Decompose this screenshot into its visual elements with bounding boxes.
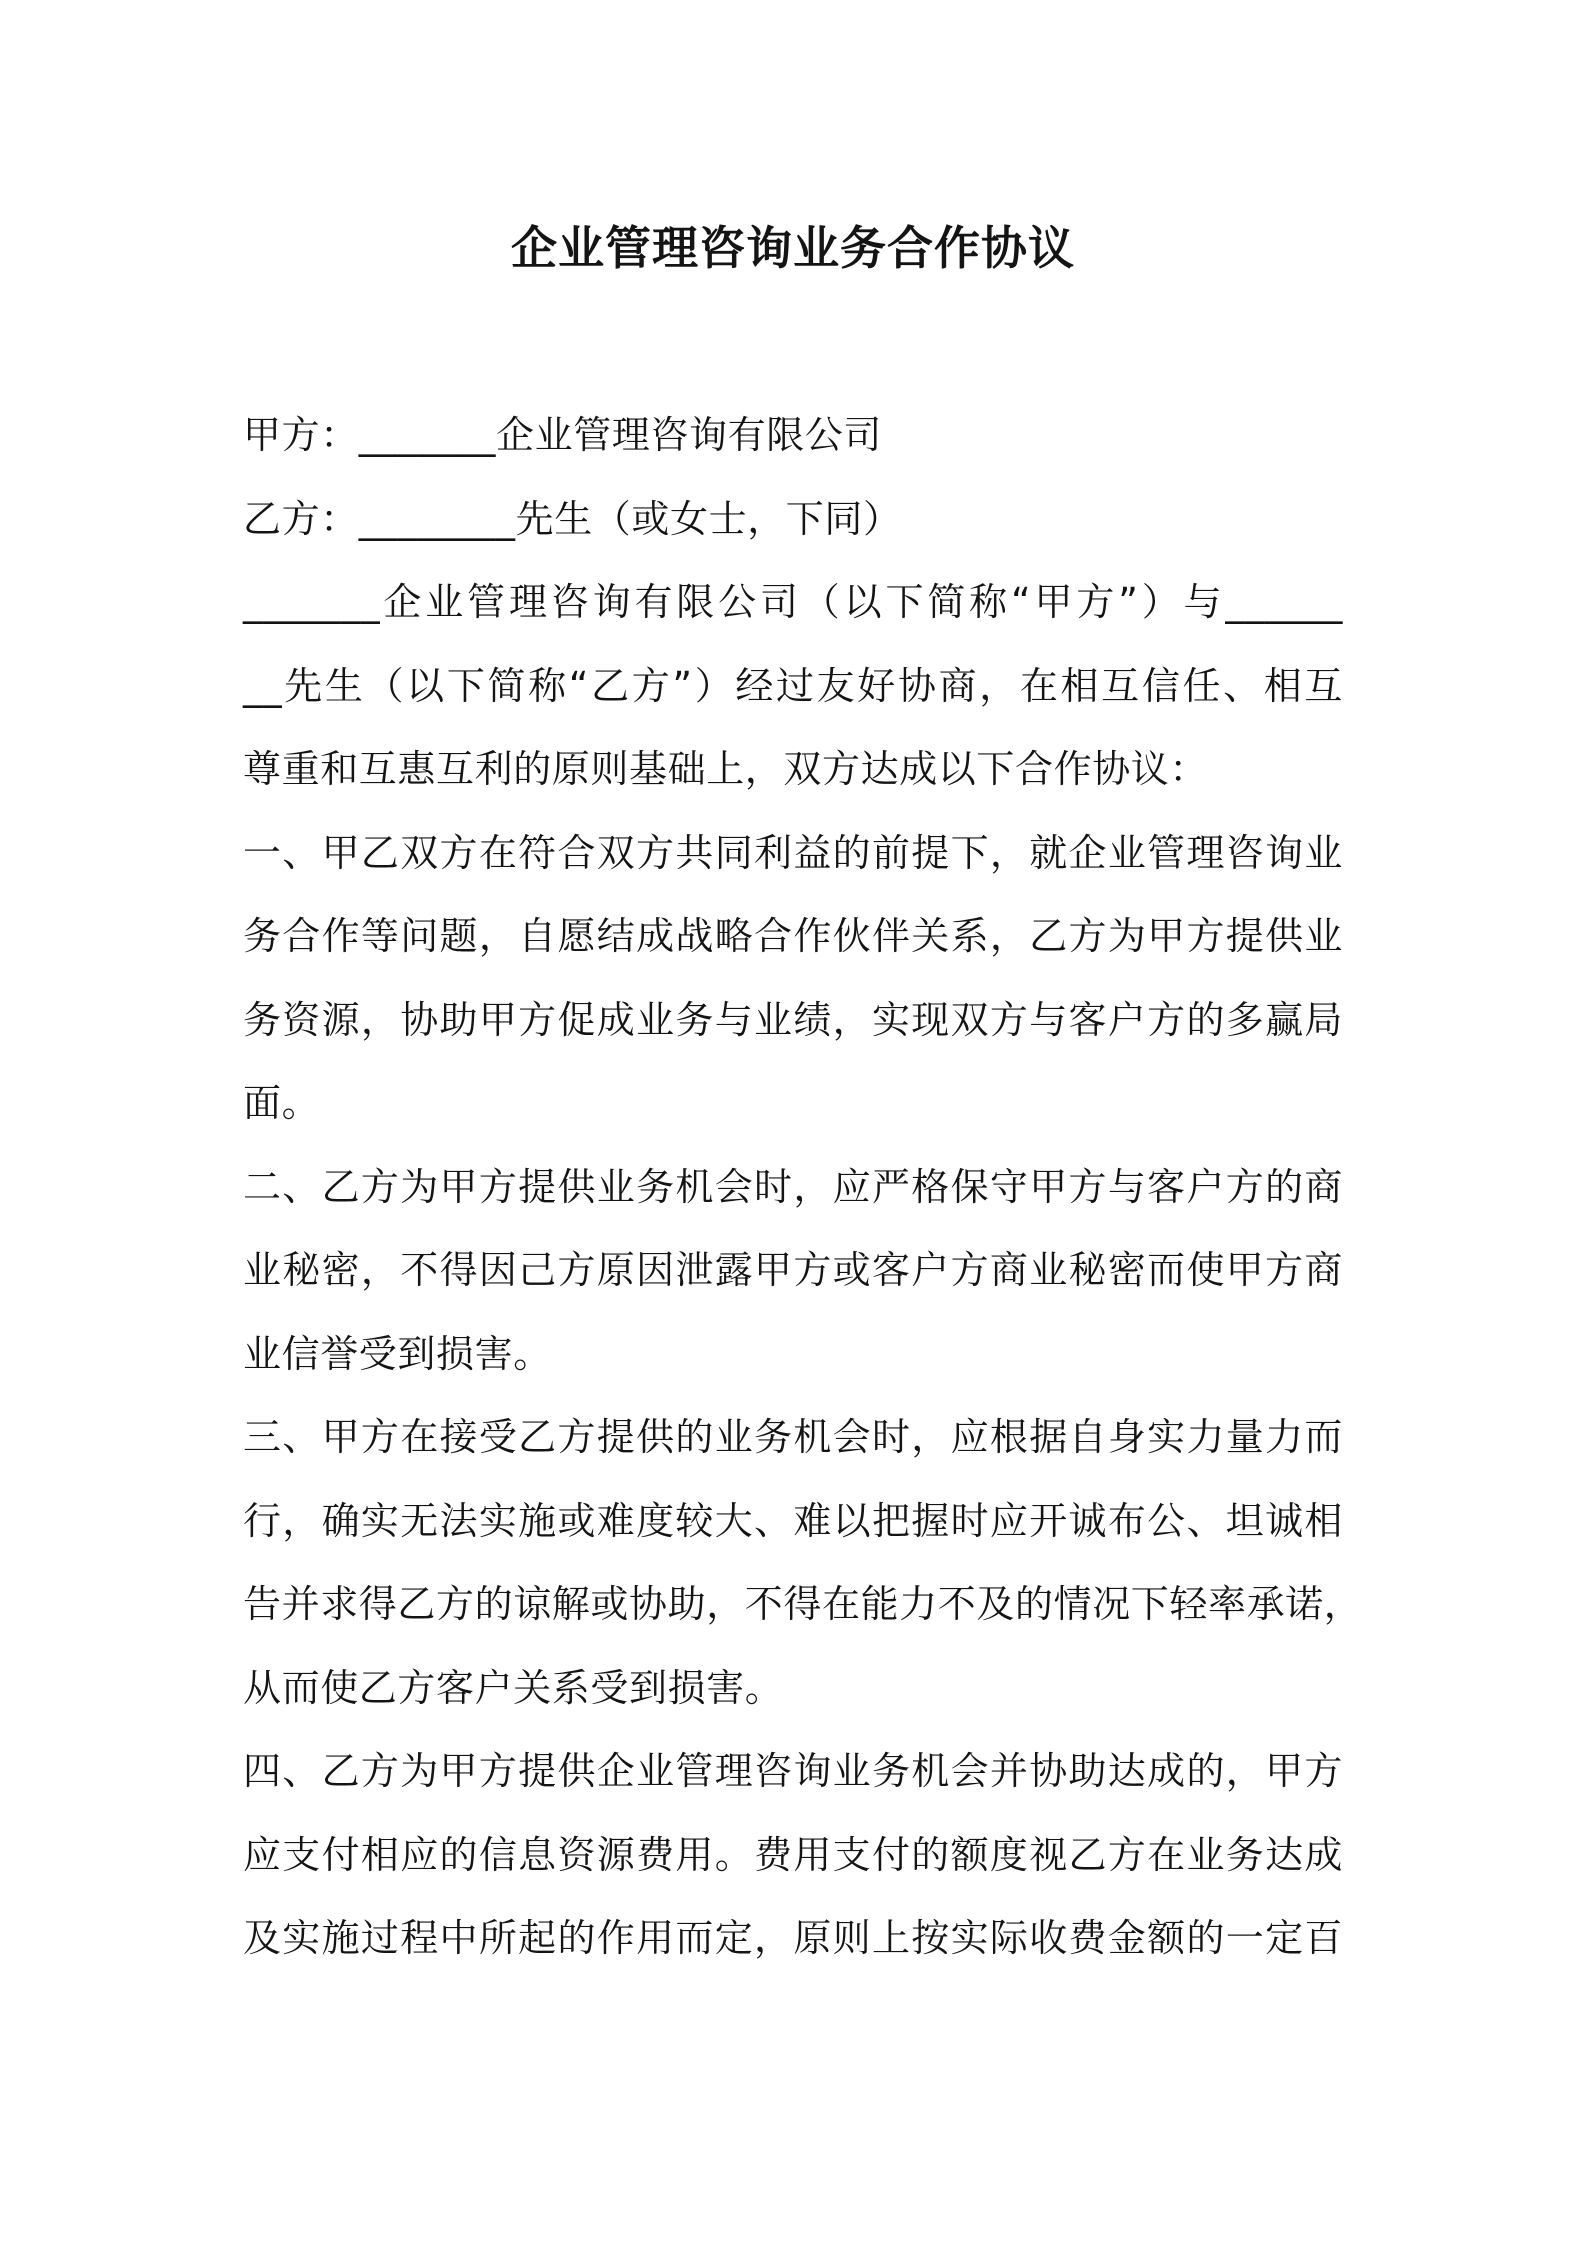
- clause-3-line-1: 三、甲方在接受乙方提供的业务机会时，应根据自身实力量力而: [243, 1415, 1343, 1459]
- document-body: [243, 394, 1363, 1981]
- clause-3-line-2: 行，确实无法实施或难度较大、难以把握时应开诚布公、坦诚相: [243, 1498, 1343, 1543]
- intro-line-2: __先生（以下简称“乙方”）经过友好协商，在相互信任、相互: [243, 663, 1343, 708]
- clause-2-line-3: 业信誉受到损害。: [243, 1331, 552, 1376]
- clause-2-line-2: 业秘密，不得因己方原因泄露甲方或客户方商业秘密而使甲方商: [243, 1248, 1343, 1292]
- party-b-line: 乙方：________先生（或女士，下同）: [243, 496, 902, 541]
- clause-4-line-2: 应支付相应的信息资源费用。费用支付的额度视乙方在业务达成: [243, 1832, 1343, 1877]
- clause-1-line-3: 务资源，协助甲方促成业务与业绩，实现双方与客户方的多赢局: [243, 997, 1343, 1042]
- clause-4-line-3: 及实施过程中所起的作用而定，原则上按实际收费金额的一定百: [243, 1916, 1343, 1960]
- clause-3-line-4: 从而使乙方客户关系受到损害。: [243, 1665, 784, 1710]
- party-a-line: 甲方：_______企业管理咨询有限公司: [243, 413, 883, 457]
- document-title: 企业管理咨询业务合作协议: [511, 221, 1075, 275]
- clause-3-line-3: 告并求得乙方的谅解或协助，不得在能力不及的情况下轻率承诺，: [243, 1582, 1363, 1626]
- intro-line-1: _______企业管理咨询有限公司（以下简称“甲方”）与______: [243, 580, 1343, 624]
- clause-1-line-2: 务合作等问题，自愿结成战略合作伙伴关系，乙方为甲方提供业: [243, 914, 1343, 958]
- intro-line-3: 尊重和互惠互利的原则基础上，双方达成以下合作协议：: [243, 747, 1209, 791]
- clause-2-line-1: 二、乙方为甲方提供业务机会时，应严格保守甲方与客户方的商: [243, 1164, 1343, 1209]
- clause-1-line-4: 面。: [243, 1081, 321, 1125]
- clause-4-line-1: 四、乙方为甲方提供企业管理咨询业务机会并协助达成的，甲方: [243, 1749, 1343, 1793]
- clause-1-line-1: 一、甲乙双方在符合双方共同利益的前提下，就企业管理咨询业: [243, 830, 1343, 875]
